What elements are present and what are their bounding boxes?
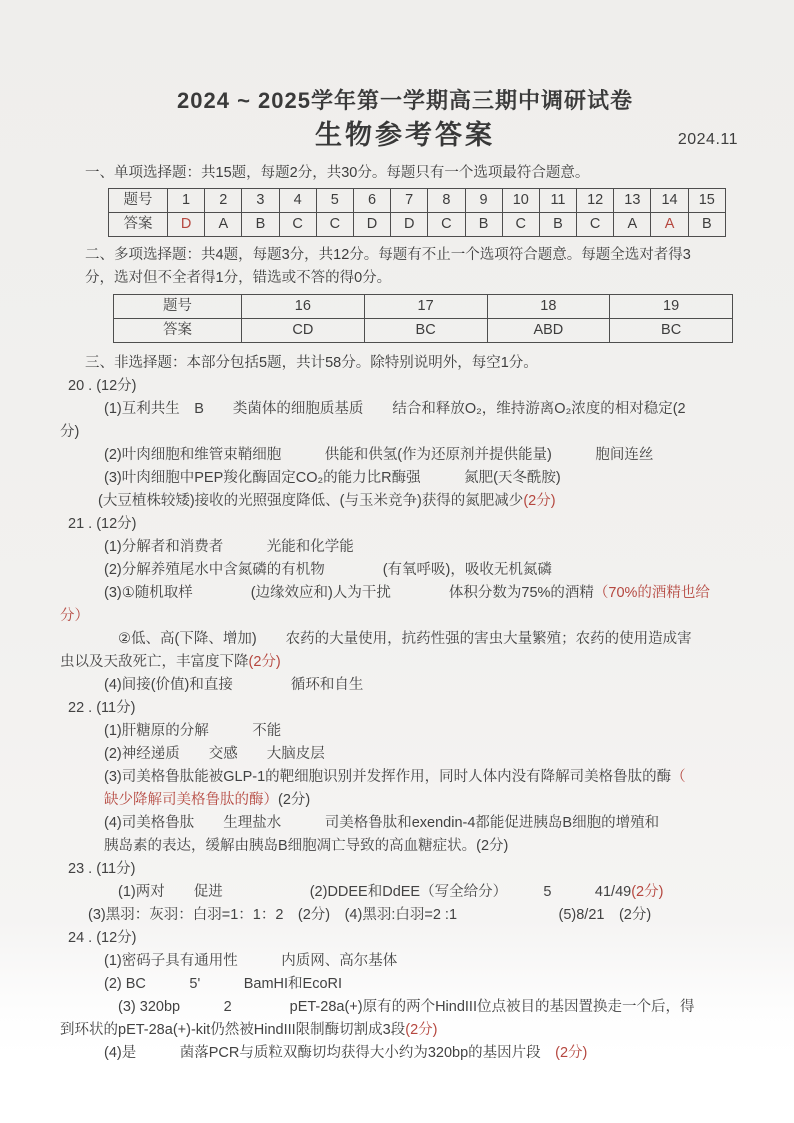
table-cell: C [428,213,465,237]
answer-text: 分，选对但不全者得1分，错选或不答的得0分。 [85,270,392,286]
table-cell: 17 [364,295,487,319]
answer-text: (2) BC 5' BamHI和EcoRI [104,976,343,992]
table-cell: 2 [205,189,242,213]
answer-text: (1)分解者和消费者 光能和化学能 [104,539,354,555]
table-row-label: 题号 [109,189,168,213]
table-cell: 9 [465,189,502,213]
table-row [109,189,726,213]
table-cell: D [353,213,390,237]
table-cell: 12 [577,189,614,213]
subtitle-row [60,118,750,152]
answer-line [60,444,750,467]
answer-text: (2)叶肉细胞和维管束鞘细胞 供能和供氢(作为还原剂并提供能量) 胞间连丝 [104,447,654,463]
answer-text: (2)神经递质 交感 大脑皮层 [104,746,325,762]
grading-note-text: (2分) [523,493,556,509]
table-cell: C [502,213,539,237]
table-cell: 1 [168,189,205,213]
table-cell: 7 [391,189,428,213]
question-20 [60,375,750,513]
table-cell: B [465,213,502,237]
grading-note-text: （ [671,769,686,785]
question-number: 22 . (11分) [68,700,136,716]
answer-line [60,490,750,513]
answer-line [60,467,750,490]
section-2-heading [60,244,750,290]
answer-text: (1)密码子具有通用性 内质网、高尔基体 [104,953,398,969]
answer-text: 一、单项选择题：共15题，每题2分，共30分。每题只有一个选项最符合题意。 [85,165,590,181]
answer-text: (大豆植株较矮)接收的光照强度降低、(与玉米竞争)获得的氮肥减少 [98,493,524,509]
table-cell: D [168,213,205,237]
answer-line [60,720,750,743]
answer-line [60,536,750,559]
answer-line [60,766,750,812]
answer-text: ②低、高(下降、增加) 农药的大量使用，抗药性强的害虫大量繁殖；农药的使用造成害 [118,631,692,647]
answer-text: 三、非选择题：本部分包括5题，共计58分。除特别说明外，每空1分。 [85,355,538,371]
table-cell: 6 [353,189,390,213]
answer-text: (1)肝糖原的分解 不能 [104,723,282,739]
answer-line [60,674,750,697]
answer-line [60,398,750,444]
answer-text: (1)互利共生 B 类菌体的细胞质基质 结合和释放O₂，维持游离O₂浓度的相对稳定(2 [104,401,686,417]
table-row-label: 答案 [114,319,242,343]
question-23 [60,858,750,927]
answer-text: (4)是 菌落PCR与质粒双酶切均获得大小约为320bp的基因片段 [104,1045,556,1061]
answer-line [60,996,750,1042]
table-cell: ABD [487,319,610,343]
grading-note-text: （70%的酒精也给 [593,585,710,601]
page-title: 2024 ~ 2025学年第一学期高三期中调研试卷 [177,88,633,113]
table-row-label: 题号 [114,295,242,319]
table-cell: 16 [242,295,365,319]
table-row-label: 答案 [109,213,168,237]
table-cell: BC [364,319,487,343]
answer-text: (1)两对 促进 (2)DDEE和DdEE（写全给分） 5 41/49 [118,884,632,900]
grading-note-text: (2分) [631,884,664,900]
question-24 [60,927,750,1065]
table-cell: 19 [610,295,733,319]
question-answers [60,881,750,927]
answer-line [85,162,750,185]
table-cell: A [205,213,242,237]
question-number: 23 . (11分) [68,861,136,877]
question-answers [60,536,750,697]
question-number: 21 . (12分) [68,516,137,532]
table-cell: A [651,213,688,237]
answer-text: 虫以及天敌死亡，丰富度下降 [60,654,249,670]
table-cell: 18 [487,295,610,319]
table-cell: 5 [316,189,353,213]
answer-line [60,582,750,628]
table-cell: 3 [242,189,279,213]
question-answers [60,950,750,1065]
answer-line [60,1042,750,1065]
grading-note-text: (2分) [555,1045,588,1061]
answer-line [60,628,750,674]
table-cell: D [391,213,428,237]
table-cell: C [577,213,614,237]
table-cell: CD [242,319,365,343]
answer-text: (3)司美格鲁肽能被GLP-1的靶细胞识别并发挥作用，同时人体内没有降解司美格鲁肽的酶 [104,769,672,785]
answer-text: 分) [60,424,80,440]
answer-text: 二、多项选择题：共4题，每题3分，共12分。每题有不止一个选项符合题意。每题全选对者得3 [85,247,691,263]
question-answers [60,398,750,513]
answer-text: (4)司美格鲁肽 生理盐水 司美格鲁肽和exendin-4都能促进胰岛B细胞的增殖和 [104,815,660,831]
table-cell: 10 [502,189,539,213]
answer-text: (2分) [278,792,311,808]
table-cell: A [614,213,651,237]
question-number: 20 . (12分) [68,378,137,394]
answer-text: 到环状的pET-28a(+)-kit仍然被HindIII限制酶切割成3段 [60,1022,406,1038]
table-row [109,213,726,237]
answer-text: (3)黑羽：灰羽：白羽=1：1：2 (2分) (4)黑羽:白羽=2 :1 (5)8/21 (2分) [88,907,652,923]
answer-line [85,244,750,290]
answer-text: (3)叶肉细胞中PEP羧化酶固定CO₂的能力比R酶强 氮肥(天冬酰胺) [104,470,561,486]
section-3-heading [60,352,750,375]
answer-text: (2)分解养殖尾水中含氮磷的有机物 (有氧呼吸)，吸收无机氮磷 [104,562,552,578]
answer-text: (4)间接(价值)和直接 循环和自生 [104,677,364,693]
table-cell: 13 [614,189,651,213]
exam-date: 2024.11 [677,131,738,148]
answer-line [60,812,750,858]
question-answers [60,720,750,858]
table-cell: 14 [651,189,688,213]
table-cell: 4 [279,189,316,213]
table-cell: B [688,213,725,237]
table-cell: BC [610,319,733,343]
section-1-heading [60,162,750,185]
table-cell: C [316,213,353,237]
table-cell: B [242,213,279,237]
question-21 [60,513,750,697]
subject-title: 生物参考答案 [315,120,495,150]
answer-line [60,559,750,582]
grading-note-text: 缺少降解司美格鲁肽的酶） [104,792,278,808]
answer-line [60,904,750,927]
answer-line [60,881,750,904]
answer-line [60,950,750,973]
answer-text: 胰岛素的表达，缓解由胰岛B细胞凋亡导致的高血糖症状。(2分) [104,838,509,854]
answer-text: (3)①随机取样 (边缘效应和)人为干扰 体积分数为75%的酒精 [104,585,594,601]
table-cell: C [279,213,316,237]
answer-line [60,973,750,996]
answer-line [60,743,750,766]
grading-note-text: (2分) [248,654,281,670]
answer-table-multi-choice [113,294,733,343]
answer-line [85,352,750,375]
table-cell: 11 [539,189,576,213]
table-cell: B [539,213,576,237]
table-row [114,295,733,319]
grading-note-text: (2分) [405,1022,438,1038]
table-cell: 8 [428,189,465,213]
answer-text: (3) 320bp 2 pET-28a(+)原有的两个HindIII位点被目的基因置换走一个后，得 [118,999,695,1015]
answer-table-single-choice [108,188,726,237]
question-22 [60,697,750,858]
table-cell: 15 [688,189,725,213]
table-row [114,319,733,343]
question-number: 24 . (12分) [68,930,137,946]
grading-note-text: 分） [60,608,89,624]
